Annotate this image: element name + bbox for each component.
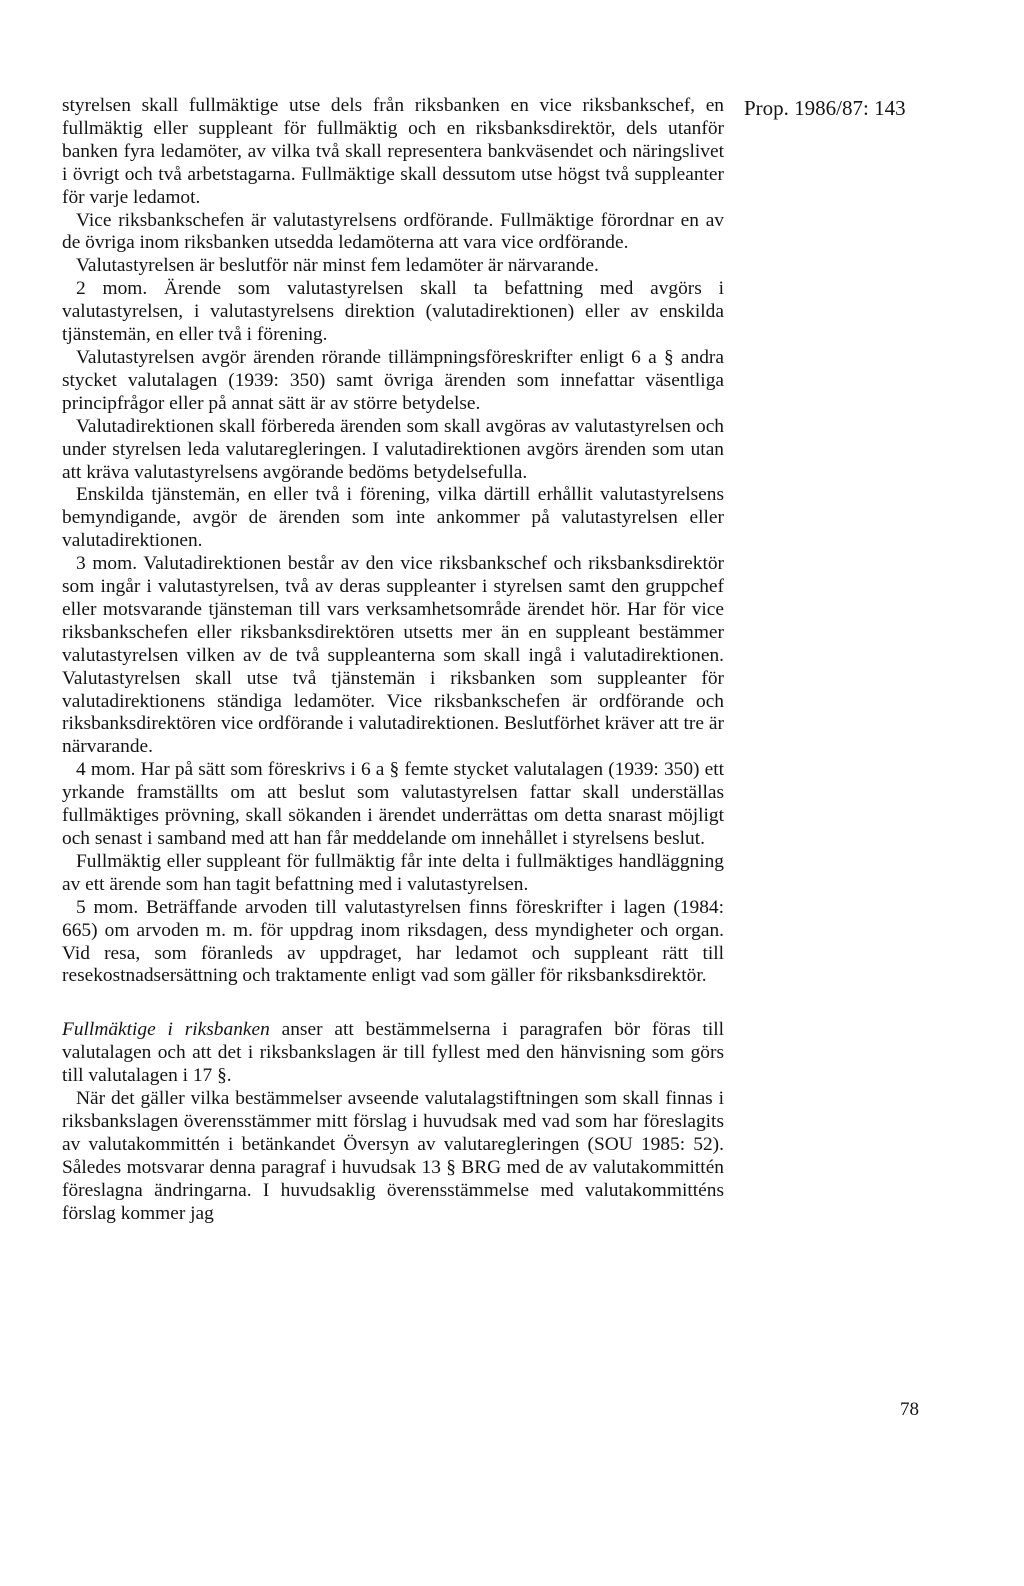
paragraph-3: Valutastyrelsen är beslutför när minst fem ledamöter är närvarande.: [76, 255, 599, 277]
paragraph-11-mom-5: 5 mom. Beträffande arvoden till valutastyrelsen finns föreskrifter i lagen (1984: 665) om arvoden m. m. för uppdrag inom riksdagen, dess myndigheter och organ. Vid resa, som föranleds av uppdraget, har ledamot och suppleant rätt till resekostnadsersättning och traktamente enligt vad som gäller för riksbanksdirektör.: [62, 896, 724, 987]
paragraph-9-mom-4: 4 mom. Har på sätt som föreskrivs i 6 a § femte stycket valutalagen (1939: 350) ett yrkande framställts om att beslut som valutastyrelsen fattar skall underställas fullmäktiges prövning, skall sökanden i ärendet underrättas om detta snarast möjligt och senast i samband med att han får meddelande om innehållet i styrelsens beslut.: [62, 759, 724, 849]
paragraph-7: Enskilda tjänstemän, en eller två i förening, vilka därtill erhållit valutastyrelsens bemyndigande, avgör de ärenden som inte ankommer på valutastyrelsen eller valutadirektionen.: [62, 484, 724, 552]
paragraph-12-text: anser att bestämmelserna i paragrafen bör föras till valutalagen och att det i riksbankslagen är till fyllest med den hänvisning som görs till valutalagen i 17 §.: [62, 1019, 725, 1087]
paragraph-12: [62, 1019, 724, 1088]
paragraph-8-mom-3: 3 mom. Valutadirektionen består av den vice riksbankschef och riksbanksdirektör som ingår i valutastyrelsen, två av deras suppleanter i styrelsen samt den gruppchef eller motsvarande tjänsteman till vars verksamhetsområde ärendet hör. Har för vice riksbankschefen eller riksbanksdirektören utsetts mer än en suppleant bestämmer valutastyrelsen vilken av de två suppleanterna som skall ingå i valutadirektionen. Valutastyrelsen skall utse två tjänstemän i riksbanken som suppleanter för valutadirektionens ständiga ledamöter. Vice riksbankschefen är ordförande och riksbanksdirektören vice ordförande i valutadirektionen. Beslutförhet kräver att tre är närvarande.: [62, 553, 724, 758]
paragraph-6: Valutadirektionen skall förbereda ärenden som skall avgöras av valutastyrelsen och under styrelsen leda valutaregleringen. I valutadirektionen avgörs ärenden som utan att kräva valutastyrelsens avgörande bedöms betydelsefulla.: [62, 415, 724, 483]
paragraph-10: Fullmäktig eller suppleant för fullmäktig får inte delta i fullmäktiges handläggning av ett ärende som han tagit befattning med i valutastyrelsen.: [62, 850, 724, 895]
page-number: 78: [900, 1399, 919, 1420]
italic-lead: Fullmäktige i riksbanken: [62, 1019, 270, 1041]
paragraph-13: När det gäller vilka bestämmelser avseende valutalagstiftningen som skall finnas i riksbankslagen överensstämmer mitt förslag i huvudsak med vad som har föreslagits av valutakommittén i betänkandet Översyn av valutaregleringen (SOU 1985: 52). Således motsvarar denna paragraf i huvudsak 13 § BRG med de av valutakommittén föreslagna ändringarna. I huvudsaklig överensstämmelse med valutakommitténs förslag kommer jag: [62, 1088, 724, 1224]
proposition-reference: Prop. 1986/87: 143: [744, 96, 906, 120]
paragraph-4-mom-2: 2 mom. Ärende som valutastyrelsen skall ta befattning med avgörs i valutastyrelsen, i valutastyrelsens direktion (valutadirektionen) eller av enskilda tjänstemän, en eller två i förening.: [62, 278, 724, 346]
paragraph-1: styrelsen skall fullmäktige utse dels från riksbanken en vice riksbankschef, en fullmäktig eller suppleant för fullmäktig och en riksbanksdirektör, dels utanför banken fyra ledamöter, av vilka två skall representera bankväsendet och näringslivet i övrigt och två arbetstagarna. Fullmäktige skall dessutom utse högst två suppleanter för varje ledamot.: [62, 95, 724, 208]
body-text: [62, 95, 724, 1226]
paragraph-5: Valutastyrelsen avgör ärenden rörande tillämpningsföreskrifter enligt 6 a § andra stycket valutalagen (1939: 350) samt övriga ärenden som innefattar väsentliga principfrågor eller på annat sätt är av större betydelse.: [62, 346, 724, 414]
paragraph-2: Vice riksbankschefen är valutastyrelsens ordförande. Fullmäktige förordnar en av de övriga inom riksbanken utsedda ledamöterna att vara vice ordförande.: [62, 209, 724, 254]
